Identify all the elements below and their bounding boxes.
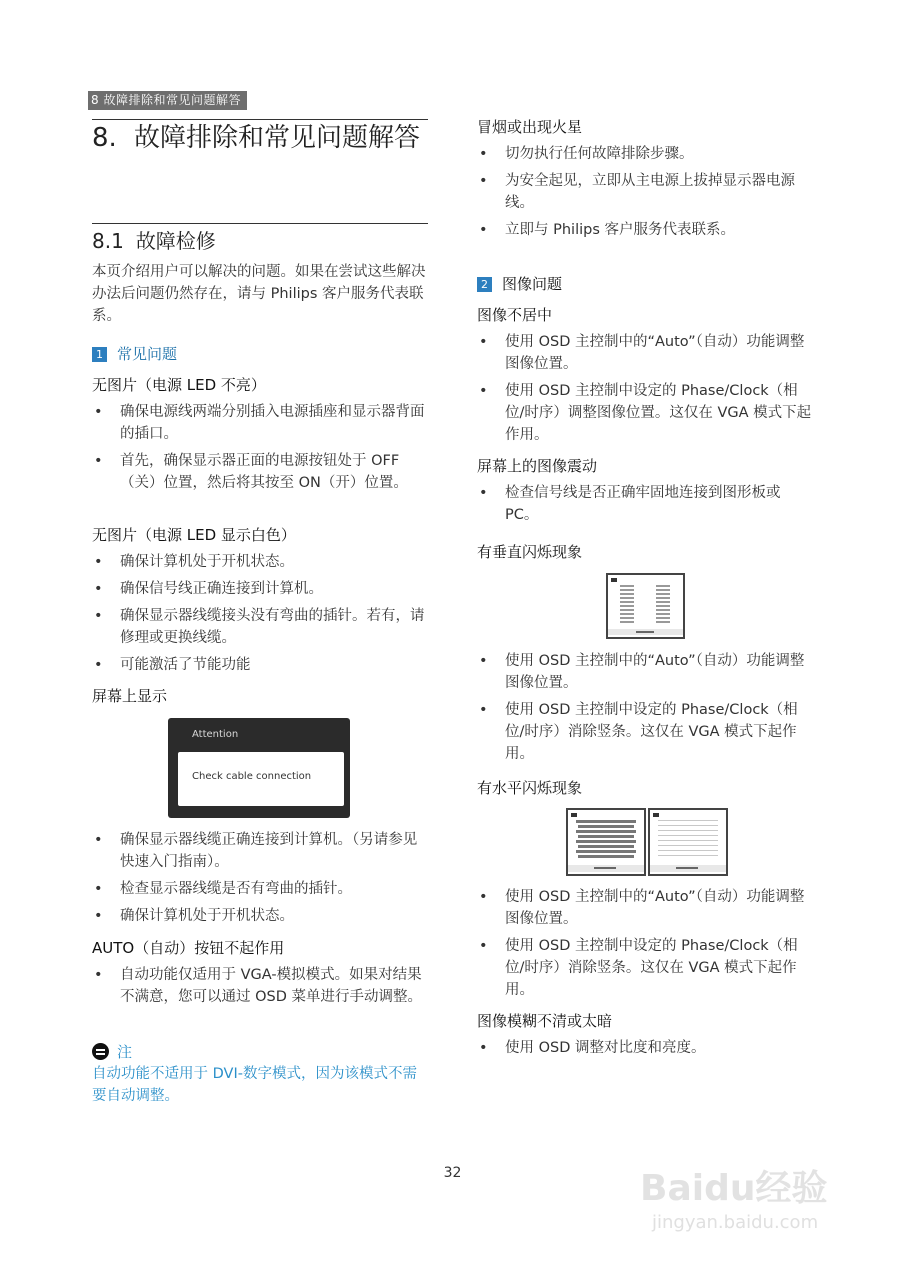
section-number: 8.1	[92, 229, 124, 253]
list-item: • 确保电源线两端分别插入电源插座和显示器背面的插口。	[92, 401, 428, 445]
group2-heading	[477, 273, 562, 294]
vibration-heading: 屏幕上的图像震动	[477, 457, 598, 475]
section-top-rule	[92, 223, 428, 224]
section-title-text: 故障检修	[135, 229, 216, 253]
list-item: • 使用 OSD 主控制中的“Auto”（自动）功能调整图像位置。	[477, 886, 817, 930]
vertical-flicker-illustration	[606, 573, 685, 639]
vertical-lines-graphic	[608, 575, 683, 637]
auto-button-heading: AUTO（自动）按钮不起作用	[92, 939, 285, 957]
chapter-number: 8.	[92, 123, 117, 153]
list-item: • 使用 OSD 主控制中设定的 Phase/Clock（相位/时序）调整图像位置。这仅在 VGA 模式下起作用。	[477, 380, 817, 446]
no-picture-led-white-list	[92, 551, 428, 681]
list-item: • 立即与 Philips 客户服务代表联系。	[477, 219, 817, 241]
group2-badge: 2	[477, 277, 492, 292]
group1-heading	[92, 343, 177, 364]
section-title	[92, 225, 216, 254]
list-item: • 切勿执行任何故障排除步骤。	[477, 143, 817, 165]
group1-badge: 1	[92, 347, 107, 362]
watermark-url: jingyan.baidu.com	[652, 1212, 819, 1233]
horizontal-noise-graphic	[568, 810, 644, 874]
auto-button-list	[92, 964, 428, 1013]
osd-attention-dialog	[168, 718, 350, 818]
list-item: • 自动功能仅适用于 VGA-模拟模式。如果对结果不满意，您可以通过 OSD 菜单进行手动调整。	[92, 964, 428, 1008]
list-item: • 确保计算机处于开机状态。	[92, 905, 428, 927]
on-screen-heading: 屏幕上显示	[92, 687, 168, 705]
note-heading	[92, 1041, 132, 1062]
no-picture-led-white-heading: 无图片（电源 LED 显示白色）	[92, 526, 296, 544]
note-icon	[92, 1043, 109, 1060]
intro-paragraph: 本页介绍用户可以解决的问题。如果在尝试这些解决办法后问题仍然存在，请与 Philips 客户服务代表联系。	[92, 264, 426, 324]
note-label: 注	[117, 1043, 133, 1061]
osd-message: Check cable connection	[192, 771, 312, 782]
list-item: • 首先，确保显示器正面的电源按钮处于 OFF（关）位置，然后将其按至 ON（开）位置。	[92, 450, 428, 494]
blurry-list	[477, 1037, 817, 1064]
chapter-top-rule	[92, 119, 428, 120]
page-number: 32	[443, 1165, 462, 1181]
watermark-logo: Baidu经验	[640, 1168, 828, 1209]
no-picture-led-off-list	[92, 401, 428, 499]
list-item: • 确保显示器线缆正确连接到计算机。（另请参见快速入门指南）。	[92, 829, 428, 873]
list-item: • 检查信号线是否正确牢固地连接到图形板或 PC。	[477, 482, 817, 526]
osd-message-panel	[178, 752, 344, 806]
smoke-list	[477, 143, 817, 246]
list-item: • 为安全起见，立即从主电源上拔掉显示器电源线。	[477, 170, 817, 214]
blurry-heading: 图像模糊不清或太暗	[477, 1012, 613, 1030]
list-item: • 确保信号线正确连接到计算机。	[92, 578, 428, 600]
list-item: • 确保显示器线缆接头没有弯曲的插针。若有，请修理或更换线缆。	[92, 605, 428, 649]
not-centered-heading: 图像不居中	[477, 306, 553, 324]
vertical-flicker-heading: 有垂直闪烁现象	[477, 543, 583, 561]
on-screen-list	[92, 829, 428, 932]
running-header: 8 故障排除和常见问题解答	[88, 91, 247, 110]
list-item: • 使用 OSD 主控制中设定的 Phase/Clock（相位/时序）消除竖条。这仅在 VGA 模式下起作用。	[477, 699, 817, 765]
list-item: • 使用 OSD 主控制中的“Auto”（自动）功能调整图像位置。	[477, 650, 817, 694]
list-item: • 检查显示器线缆是否有弯曲的插针。	[92, 878, 428, 900]
horizontal-flicker-heading: 有水平闪烁现象	[477, 779, 583, 797]
group2-title: 图像问题	[502, 275, 563, 293]
smoke-heading: 冒烟或出现火星	[477, 118, 583, 136]
list-item: • 确保计算机处于开机状态。	[92, 551, 428, 573]
horizontal-flicker-list	[477, 886, 817, 1006]
list-item: • 使用 OSD 调整对比度和亮度。	[477, 1037, 817, 1059]
chapter-title-text: 故障排除和常见问题解答	[134, 123, 421, 153]
baidu-watermark	[640, 1140, 880, 1250]
list-item: • 可能激活了节能功能	[92, 654, 428, 676]
group1-title: 常见问题	[117, 345, 178, 363]
no-picture-led-off-heading: 无图片（电源 LED 不亮）	[92, 376, 266, 394]
vibration-list	[477, 482, 817, 531]
not-centered-list	[477, 331, 817, 451]
horizontal-flicker-illustration-before	[566, 808, 646, 876]
vertical-flicker-list	[477, 650, 817, 770]
list-item: • 使用 OSD 主控制中的“Auto”（自动）功能调整图像位置。	[477, 331, 817, 375]
note-text: 自动功能不适用于 DVI-数字模式，因为该模式不需要自动调整。	[92, 1066, 417, 1104]
clean-screen-graphic	[650, 810, 726, 874]
osd-title: Attention	[192, 729, 239, 740]
horizontal-flicker-illustration-after	[648, 808, 728, 876]
list-item: • 使用 OSD 主控制中设定的 Phase/Clock（相位/时序）消除竖条。这仅在 VGA 模式下起作用。	[477, 935, 817, 1001]
